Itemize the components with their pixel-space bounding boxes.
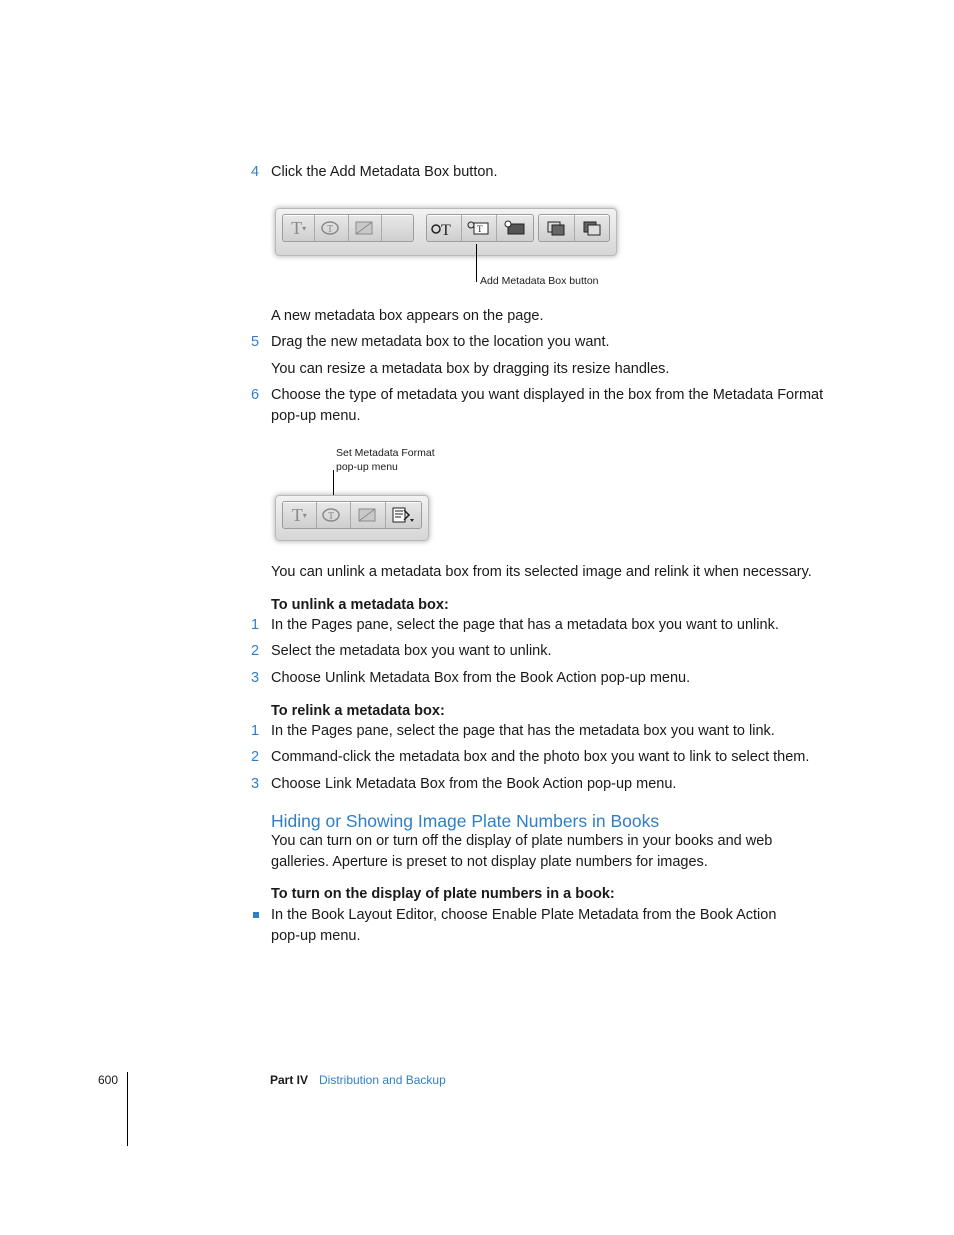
svg-text:T: T (326, 224, 333, 235)
page-number: 600 (98, 1073, 119, 1087)
step-text: In the Pages pane, select the page that has the metadata box you want to link. (271, 723, 775, 739)
footer-part-title[interactable]: Distribution and Backup (319, 1073, 446, 1087)
step-text: Drag the new metadata box to the location you want. (271, 334, 610, 350)
step-number: 1 (251, 617, 260, 633)
step-text: Choose the type of metadata you want displayed in the box from the Metadata Format pop-up menu. (271, 387, 824, 424)
step-text: Click the Add Metadata Box button. (271, 164, 498, 180)
step-number: 1 (251, 723, 260, 739)
paragraph: A new metadata box appears on the page. (271, 308, 544, 324)
add-text-box-icon (427, 215, 462, 241)
toolbar-figure-metadata-format (275, 495, 429, 541)
bullet-icon (253, 912, 259, 918)
bullet-text: In the Book Layout Editor, choose Enable Plate Metadata from the Book Action pop-up menu. (271, 907, 777, 944)
paragraph: You can turn on or turn off the display of plate numbers in your books and web galleries. Aperture is preset to not display plate numbers for images. (271, 833, 773, 870)
metadata-format-icon (386, 502, 421, 528)
paragraph: You can resize a metadata box by dragging its resize handles. (271, 361, 670, 377)
task-title: To turn on the display of plate numbers in a book: (271, 886, 615, 902)
add-metadata-box-icon (462, 215, 497, 241)
text-block-icon (315, 215, 349, 241)
blank-button (382, 215, 413, 241)
leader-line (476, 244, 477, 282)
text-block-icon (317, 502, 352, 528)
step-text: In the Pages pane, select the page that has a metadata box you want to unlink. (271, 617, 779, 633)
svg-text:T: T (328, 511, 335, 522)
page-layer-2-icon (575, 215, 610, 241)
text-box-icon: T ▾ (283, 502, 317, 528)
paragraph: You can unlink a metadata box from its selected image and relink it when necessary. (271, 564, 812, 580)
step-text: Choose Unlink Metadata Box from the Book Action pop-up menu. (271, 670, 691, 686)
photo-box-icon (349, 215, 381, 241)
step-number: 2 (251, 749, 260, 765)
step-text: Select the metadata box you want to unlink. (271, 643, 552, 659)
toolbar-figure-add-metadata (275, 208, 617, 256)
footer-part: Part IV (270, 1073, 309, 1087)
step-number: 3 (251, 776, 260, 792)
step-text: Choose Link Metadata Box from the Book Action pop-up menu. (271, 776, 677, 792)
step-number: 3 (251, 670, 260, 686)
footer-rule (127, 1072, 128, 1146)
task-title: To relink a metadata box: (271, 703, 445, 719)
caption-format-line2: pop-up menu (336, 461, 398, 473)
photo-box-icon (351, 502, 386, 528)
step-number: 5 (251, 334, 260, 350)
caption-format-line1: Set Metadata Format (336, 447, 435, 459)
svg-text:T: T (477, 224, 483, 234)
section-heading: Hiding or Showing Image Plate Numbers in Books (271, 811, 660, 831)
step-number: 4 (251, 164, 260, 180)
step-text: Command-click the metadata box and the photo box you want to link to select them. (271, 749, 810, 765)
text-box-icon: T ▾ (283, 215, 315, 241)
step-number: 6 (251, 387, 260, 403)
svg-text:T: T (441, 222, 451, 237)
task-title: To unlink a metadata box: (271, 597, 449, 613)
page-layer-icon (539, 215, 575, 241)
add-photo-box-icon (497, 215, 533, 241)
caption-add-metadata: Add Metadata Box button (480, 275, 599, 287)
step-number: 2 (251, 643, 260, 659)
